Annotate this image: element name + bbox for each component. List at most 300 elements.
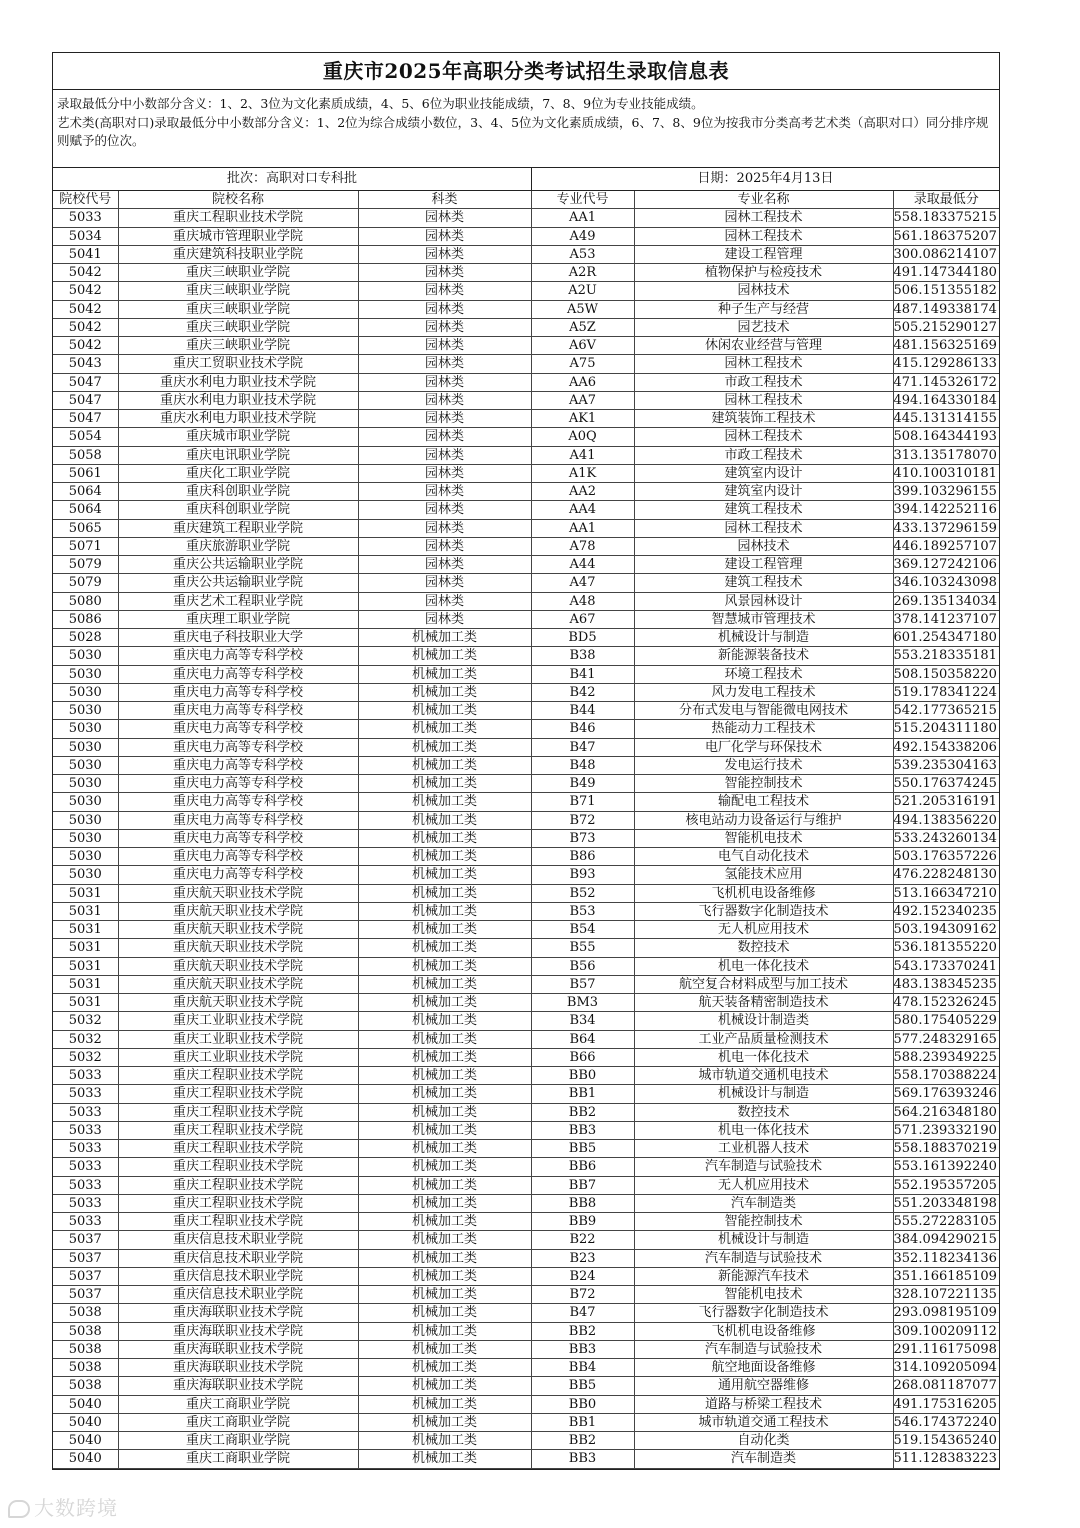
table-row bbox=[53, 994, 999, 1012]
header-school-name: 院校名称 bbox=[118, 191, 358, 209]
table-row bbox=[53, 1140, 999, 1158]
major-name-cell: 数控技术 bbox=[634, 1103, 893, 1121]
school-name-cell: 重庆艺术工程职业学院 bbox=[118, 592, 358, 610]
table-row bbox=[53, 848, 999, 866]
school-name-cell: 重庆工商职业学院 bbox=[118, 1432, 358, 1450]
school-code-cell: 5038 bbox=[53, 1304, 118, 1322]
major-name-cell: 输配电工程技术 bbox=[634, 793, 893, 811]
school-code-cell: 5079 bbox=[53, 556, 118, 574]
min-score-cell: 546.174372240 bbox=[893, 1413, 999, 1431]
school-name-cell: 重庆工程职业技术学院 bbox=[118, 1121, 358, 1139]
major-name-cell: 园林技术 bbox=[634, 537, 893, 555]
major-code-cell: B24 bbox=[531, 1267, 634, 1285]
table-row bbox=[53, 884, 999, 902]
category-cell: 园林类 bbox=[358, 483, 531, 501]
min-score-cell: 569.176393246 bbox=[893, 1085, 999, 1103]
table-row bbox=[53, 1067, 999, 1085]
min-score-cell: 539.235304163 bbox=[893, 756, 999, 774]
major-code-cell: BB1 bbox=[531, 1085, 634, 1103]
major-name-cell: 园林工程技术 bbox=[634, 355, 893, 373]
school-name-cell: 重庆航天职业技术学院 bbox=[118, 975, 358, 993]
batch-info-row bbox=[53, 168, 999, 191]
category-cell: 机械加工类 bbox=[358, 1158, 531, 1176]
school-code-cell: 5034 bbox=[53, 227, 118, 245]
min-score-cell: 410.100310181 bbox=[893, 464, 999, 482]
school-code-cell: 5058 bbox=[53, 446, 118, 464]
school-code-cell: 5033 bbox=[53, 1194, 118, 1212]
school-code-cell: 5064 bbox=[53, 483, 118, 501]
major-name-cell: 休闲农业经营与管理 bbox=[634, 337, 893, 355]
school-code-cell: 5033 bbox=[53, 1213, 118, 1231]
category-cell: 机械加工类 bbox=[358, 1213, 531, 1231]
major-code-cell: B46 bbox=[531, 720, 634, 738]
school-code-cell: 5037 bbox=[53, 1286, 118, 1304]
major-code-cell: B56 bbox=[531, 957, 634, 975]
table-row bbox=[53, 1121, 999, 1139]
min-score-cell: 492.152340235 bbox=[893, 902, 999, 920]
header-category: 科类 bbox=[358, 191, 531, 209]
min-score-cell: 519.178341224 bbox=[893, 683, 999, 701]
table-row bbox=[53, 391, 999, 409]
school-name-cell: 重庆工程职业技术学院 bbox=[118, 1176, 358, 1194]
min-score-cell: 503.176357226 bbox=[893, 848, 999, 866]
major-code-cell: A47 bbox=[531, 574, 634, 592]
major-code-cell: B44 bbox=[531, 702, 634, 720]
category-cell: 机械加工类 bbox=[358, 720, 531, 738]
school-code-cell: 5030 bbox=[53, 775, 118, 793]
major-code-cell: B93 bbox=[531, 866, 634, 884]
major-code-cell: BB1 bbox=[531, 1413, 634, 1431]
school-name-cell: 重庆建筑科技职业学院 bbox=[118, 245, 358, 263]
school-code-cell: 5086 bbox=[53, 610, 118, 628]
min-score-cell: 476.228248130 bbox=[893, 866, 999, 884]
major-name-cell: 机械设计与制造 bbox=[634, 1231, 893, 1249]
school-code-cell: 5030 bbox=[53, 702, 118, 720]
category-cell: 机械加工类 bbox=[358, 866, 531, 884]
school-code-cell: 5030 bbox=[53, 720, 118, 738]
major-name-cell: 航天装备精密制造技术 bbox=[634, 994, 893, 1012]
category-cell: 机械加工类 bbox=[358, 939, 531, 957]
school-code-cell: 5033 bbox=[53, 209, 118, 227]
major-name-cell: 航空复合材料成型与加工技术 bbox=[634, 975, 893, 993]
table-row bbox=[53, 629, 999, 647]
school-name-cell: 重庆工程职业技术学院 bbox=[118, 1140, 358, 1158]
min-score-cell: 521.205316191 bbox=[893, 793, 999, 811]
table-row bbox=[53, 355, 999, 373]
min-score-cell: 506.151355182 bbox=[893, 282, 999, 300]
school-name-cell: 重庆工程职业技术学院 bbox=[118, 1103, 358, 1121]
min-score-cell: 542.177365215 bbox=[893, 702, 999, 720]
score-note-2: 艺术类(高职对口)录取最低分中小数部分含义：1、2位为综合成绩小数位，3、4、5位为文化素质成绩，6、7、8、9位为按我市分类高考艺术类（高职对口）同分排序规则赋予的位次。 bbox=[57, 114, 989, 148]
min-score-cell: 313.135178070 bbox=[893, 446, 999, 464]
score-notes bbox=[53, 90, 999, 168]
school-code-cell: 5038 bbox=[53, 1377, 118, 1395]
school-name-cell: 重庆航天职业技术学院 bbox=[118, 957, 358, 975]
min-score-cell: 553.218335181 bbox=[893, 647, 999, 665]
category-cell: 园林类 bbox=[358, 355, 531, 373]
school-name-cell: 重庆工程职业技术学院 bbox=[118, 1213, 358, 1231]
category-cell: 机械加工类 bbox=[358, 1030, 531, 1048]
min-score-cell: 433.137296159 bbox=[893, 519, 999, 537]
category-cell: 机械加工类 bbox=[358, 1012, 531, 1030]
major-name-cell: 智能机电技术 bbox=[634, 829, 893, 847]
table-row bbox=[53, 939, 999, 957]
major-name-cell: 建筑工程技术 bbox=[634, 501, 893, 519]
major-name-cell: 工业机器人技术 bbox=[634, 1140, 893, 1158]
major-name-cell: 飞机机电设备维修 bbox=[634, 884, 893, 902]
school-name-cell: 重庆工程职业技术学院 bbox=[118, 209, 358, 227]
category-cell: 园林类 bbox=[358, 446, 531, 464]
table-row bbox=[53, 793, 999, 811]
table-row bbox=[53, 975, 999, 993]
min-score-cell: 508.164344193 bbox=[893, 428, 999, 446]
school-code-cell: 5031 bbox=[53, 884, 118, 902]
category-cell: 机械加工类 bbox=[358, 1359, 531, 1377]
major-name-cell: 汽车制造与试验技术 bbox=[634, 1340, 893, 1358]
table-row bbox=[53, 665, 999, 683]
table-row bbox=[53, 775, 999, 793]
major-name-cell: 核电站动力设备运行与维护 bbox=[634, 811, 893, 829]
major-code-cell: A1K bbox=[531, 464, 634, 482]
school-name-cell: 重庆电力高等专科学校 bbox=[118, 702, 358, 720]
major-code-cell: A41 bbox=[531, 446, 634, 464]
school-code-cell: 5038 bbox=[53, 1359, 118, 1377]
major-name-cell: 建筑室内设计 bbox=[634, 464, 893, 482]
min-score-cell: 346.103243098 bbox=[893, 574, 999, 592]
major-code-cell: BB3 bbox=[531, 1450, 634, 1468]
min-score-cell: 553.161392240 bbox=[893, 1158, 999, 1176]
school-name-cell: 重庆三峡职业学院 bbox=[118, 264, 358, 282]
major-name-cell: 园林工程技术 bbox=[634, 227, 893, 245]
table-row bbox=[53, 1432, 999, 1450]
school-code-cell: 5033 bbox=[53, 1158, 118, 1176]
table-row bbox=[53, 318, 999, 336]
school-code-cell: 5030 bbox=[53, 738, 118, 756]
school-name-cell: 重庆工商职业学院 bbox=[118, 1395, 358, 1413]
major-code-cell: B64 bbox=[531, 1030, 634, 1048]
major-name-cell: 工业产品质量检测技术 bbox=[634, 1030, 893, 1048]
school-name-cell: 重庆航天职业技术学院 bbox=[118, 884, 358, 902]
category-cell: 园林类 bbox=[358, 610, 531, 628]
major-code-cell: A2U bbox=[531, 282, 634, 300]
major-name-cell: 智能控制技术 bbox=[634, 1213, 893, 1231]
school-code-cell: 5030 bbox=[53, 647, 118, 665]
school-code-cell: 5071 bbox=[53, 537, 118, 555]
category-cell: 园林类 bbox=[358, 501, 531, 519]
min-score-cell: 487.149338174 bbox=[893, 300, 999, 318]
major-code-cell: A5Z bbox=[531, 318, 634, 336]
major-code-cell: AA2 bbox=[531, 483, 634, 501]
school-name-cell: 重庆工程职业技术学院 bbox=[118, 1194, 358, 1212]
major-code-cell: B57 bbox=[531, 975, 634, 993]
major-code-cell: AA4 bbox=[531, 501, 634, 519]
table-row bbox=[53, 1450, 999, 1468]
major-name-cell: 分布式发电与智能微电网技术 bbox=[634, 702, 893, 720]
category-cell: 园林类 bbox=[358, 337, 531, 355]
category-cell: 机械加工类 bbox=[358, 1249, 531, 1267]
school-name-cell: 重庆旅游职业学院 bbox=[118, 537, 358, 555]
min-score-cell: 446.189257107 bbox=[893, 537, 999, 555]
min-score-cell: 445.131314155 bbox=[893, 410, 999, 428]
school-code-cell: 5042 bbox=[53, 282, 118, 300]
table-row bbox=[53, 1194, 999, 1212]
date-label: 日期：2025年4月13日 bbox=[697, 171, 834, 186]
major-code-cell: BB3 bbox=[531, 1121, 634, 1139]
school-code-cell: 5031 bbox=[53, 939, 118, 957]
school-name-cell: 重庆公共运输职业学院 bbox=[118, 574, 358, 592]
table-row bbox=[53, 1413, 999, 1431]
major-code-cell: A44 bbox=[531, 556, 634, 574]
min-score-cell: 551.203348198 bbox=[893, 1194, 999, 1212]
school-code-cell: 5033 bbox=[53, 1103, 118, 1121]
school-name-cell: 重庆工贸职业技术学院 bbox=[118, 355, 358, 373]
min-score-cell: 555.272283105 bbox=[893, 1213, 999, 1231]
school-code-cell: 5030 bbox=[53, 683, 118, 701]
table-row bbox=[53, 556, 999, 574]
table-row bbox=[53, 245, 999, 263]
school-name-cell: 重庆城市管理职业学院 bbox=[118, 227, 358, 245]
major-code-cell: A0Q bbox=[531, 428, 634, 446]
school-code-cell: 5041 bbox=[53, 245, 118, 263]
category-cell: 机械加工类 bbox=[358, 829, 531, 847]
major-name-cell: 新能源汽车技术 bbox=[634, 1267, 893, 1285]
category-cell: 机械加工类 bbox=[358, 1377, 531, 1395]
school-name-cell: 重庆海联职业技术学院 bbox=[118, 1377, 358, 1395]
major-code-cell: B52 bbox=[531, 884, 634, 902]
table-row bbox=[53, 921, 999, 939]
min-score-cell: 491.175316205 bbox=[893, 1395, 999, 1413]
major-name-cell: 氢能技术应用 bbox=[634, 866, 893, 884]
major-name-cell: 无人机应用技术 bbox=[634, 1176, 893, 1194]
table-row bbox=[53, 1249, 999, 1267]
table-row bbox=[53, 373, 999, 391]
min-score-cell: 478.152326245 bbox=[893, 994, 999, 1012]
major-name-cell: 园林技术 bbox=[634, 282, 893, 300]
major-name-cell: 汽车制造类 bbox=[634, 1194, 893, 1212]
score-note-1: 录取最低分中小数部分含义：1、2、3位为文化素质成绩，4、5、6位为职业技能成绩，7、8、9位为专业技能成绩。 bbox=[57, 96, 704, 111]
category-cell: 机械加工类 bbox=[358, 902, 531, 920]
min-score-cell: 515.204311180 bbox=[893, 720, 999, 738]
min-score-cell: 369.127242106 bbox=[893, 556, 999, 574]
header-major-code: 专业代号 bbox=[531, 191, 634, 209]
school-name-cell: 重庆海联职业技术学院 bbox=[118, 1322, 358, 1340]
school-code-cell: 5030 bbox=[53, 848, 118, 866]
school-code-cell: 5031 bbox=[53, 994, 118, 1012]
school-name-cell: 重庆电力高等专科学校 bbox=[118, 683, 358, 701]
major-code-cell: BB2 bbox=[531, 1322, 634, 1340]
major-name-cell: 发电运行技术 bbox=[634, 756, 893, 774]
school-name-cell: 重庆工商职业学院 bbox=[118, 1413, 358, 1431]
major-code-cell: B41 bbox=[531, 665, 634, 683]
major-name-cell: 建设工程管理 bbox=[634, 556, 893, 574]
category-cell: 机械加工类 bbox=[358, 793, 531, 811]
header-min-score: 录取最低分 bbox=[893, 191, 999, 209]
category-cell: 机械加工类 bbox=[358, 1304, 531, 1322]
major-name-cell: 城市轨道交通工程技术 bbox=[634, 1413, 893, 1431]
table-row bbox=[53, 1176, 999, 1194]
table-row bbox=[53, 1213, 999, 1231]
min-score-cell: 503.194309162 bbox=[893, 921, 999, 939]
page-title: 重庆市2025年高职分类考试招生录取信息表 bbox=[53, 53, 999, 90]
major-name-cell: 热能动力工程技术 bbox=[634, 720, 893, 738]
major-code-cell: BM3 bbox=[531, 994, 634, 1012]
major-code-cell: B42 bbox=[531, 683, 634, 701]
school-name-cell: 重庆三峡职业学院 bbox=[118, 337, 358, 355]
table-row bbox=[53, 300, 999, 318]
min-score-cell: 508.150358220 bbox=[893, 665, 999, 683]
min-score-cell: 293.098195109 bbox=[893, 1304, 999, 1322]
major-name-cell: 机械设计与制造 bbox=[634, 629, 893, 647]
major-name-cell: 飞行器数字化制造技术 bbox=[634, 902, 893, 920]
table-body bbox=[53, 209, 999, 1468]
school-code-cell: 5054 bbox=[53, 428, 118, 446]
school-name-cell: 重庆科创职业学院 bbox=[118, 483, 358, 501]
min-score-cell: 536.181355220 bbox=[893, 939, 999, 957]
school-name-cell: 重庆电力高等专科学校 bbox=[118, 793, 358, 811]
school-code-cell: 5047 bbox=[53, 373, 118, 391]
min-score-cell: 494.138356220 bbox=[893, 811, 999, 829]
table-row bbox=[53, 1286, 999, 1304]
table-row bbox=[53, 1267, 999, 1285]
major-name-cell: 城市轨道交通机电技术 bbox=[634, 1067, 893, 1085]
school-name-cell: 重庆电力高等专科学校 bbox=[118, 866, 358, 884]
min-score-cell: 571.239332190 bbox=[893, 1121, 999, 1139]
school-code-cell: 5037 bbox=[53, 1231, 118, 1249]
table-row bbox=[53, 866, 999, 884]
school-code-cell: 5033 bbox=[53, 1121, 118, 1139]
school-name-cell: 重庆水利电力职业技术学院 bbox=[118, 410, 358, 428]
school-code-cell: 5037 bbox=[53, 1249, 118, 1267]
min-score-cell: 533.243260134 bbox=[893, 829, 999, 847]
category-cell: 机械加工类 bbox=[358, 921, 531, 939]
min-score-cell: 577.248329165 bbox=[893, 1030, 999, 1048]
category-cell: 机械加工类 bbox=[358, 629, 531, 647]
min-score-cell: 519.154365240 bbox=[893, 1432, 999, 1450]
table-row bbox=[53, 683, 999, 701]
table-row bbox=[53, 720, 999, 738]
major-code-cell: BB6 bbox=[531, 1158, 634, 1176]
major-code-cell: A48 bbox=[531, 592, 634, 610]
major-name-cell: 汽车制造类 bbox=[634, 1450, 893, 1468]
table-row bbox=[53, 829, 999, 847]
school-code-cell: 5033 bbox=[53, 1067, 118, 1085]
table-row bbox=[53, 446, 999, 464]
batch-label: 批次：高职对口专科批 bbox=[53, 168, 532, 190]
major-code-cell: B71 bbox=[531, 793, 634, 811]
table-row bbox=[53, 519, 999, 537]
min-score-cell: 492.154338206 bbox=[893, 738, 999, 756]
min-score-cell: 314.109205094 bbox=[893, 1359, 999, 1377]
table-row bbox=[53, 702, 999, 720]
major-code-cell: B22 bbox=[531, 1231, 634, 1249]
table-row bbox=[53, 1030, 999, 1048]
major-code-cell: B34 bbox=[531, 1012, 634, 1030]
major-code-cell: BD5 bbox=[531, 629, 634, 647]
major-code-cell: BB0 bbox=[531, 1067, 634, 1085]
min-score-cell: 394.142252116 bbox=[893, 501, 999, 519]
category-cell: 机械加工类 bbox=[358, 1103, 531, 1121]
category-cell: 机械加工类 bbox=[358, 1413, 531, 1431]
major-name-cell: 汽车制造与试验技术 bbox=[634, 1158, 893, 1176]
major-code-cell: B47 bbox=[531, 738, 634, 756]
watermark-text: 大数跨境 bbox=[34, 1496, 118, 1520]
category-cell: 机械加工类 bbox=[358, 1085, 531, 1103]
category-cell: 机械加工类 bbox=[358, 1432, 531, 1450]
school-name-cell: 重庆电力高等专科学校 bbox=[118, 738, 358, 756]
school-code-cell: 5038 bbox=[53, 1322, 118, 1340]
school-name-cell: 重庆电讯职业学院 bbox=[118, 446, 358, 464]
school-name-cell: 重庆电力高等专科学校 bbox=[118, 665, 358, 683]
major-code-cell: A53 bbox=[531, 245, 634, 263]
school-name-cell: 重庆航天职业技术学院 bbox=[118, 921, 358, 939]
school-name-cell: 重庆三峡职业学院 bbox=[118, 318, 358, 336]
category-cell: 机械加工类 bbox=[358, 1121, 531, 1139]
major-name-cell: 新能源装备技术 bbox=[634, 647, 893, 665]
major-code-cell: B72 bbox=[531, 811, 634, 829]
major-code-cell: B47 bbox=[531, 1304, 634, 1322]
school-name-cell: 重庆海联职业技术学院 bbox=[118, 1304, 358, 1322]
min-score-cell: 269.135134034 bbox=[893, 592, 999, 610]
school-code-cell: 5030 bbox=[53, 793, 118, 811]
category-cell: 机械加工类 bbox=[358, 1231, 531, 1249]
category-cell: 园林类 bbox=[358, 300, 531, 318]
category-cell: 机械加工类 bbox=[358, 1286, 531, 1304]
major-code-cell: BB3 bbox=[531, 1340, 634, 1358]
table-row bbox=[53, 1377, 999, 1395]
category-cell: 机械加工类 bbox=[358, 1450, 531, 1468]
major-name-cell: 建筑装饰工程技术 bbox=[634, 410, 893, 428]
major-name-cell: 机械设计制造类 bbox=[634, 1012, 893, 1030]
major-name-cell: 电厂化学与环保技术 bbox=[634, 738, 893, 756]
table-row bbox=[53, 1048, 999, 1066]
table-row bbox=[53, 282, 999, 300]
table-row bbox=[53, 337, 999, 355]
school-code-cell: 5080 bbox=[53, 592, 118, 610]
major-name-cell: 飞机机电设备维修 bbox=[634, 1322, 893, 1340]
school-name-cell: 重庆电子科技职业大学 bbox=[118, 629, 358, 647]
major-code-cell: AA1 bbox=[531, 519, 634, 537]
min-score-cell: 561.186375207 bbox=[893, 227, 999, 245]
watermark bbox=[8, 1492, 118, 1521]
school-name-cell: 重庆航天职业技术学院 bbox=[118, 939, 358, 957]
school-code-cell: 5032 bbox=[53, 1012, 118, 1030]
major-name-cell: 园艺技术 bbox=[634, 318, 893, 336]
min-score-cell: 483.138345235 bbox=[893, 975, 999, 993]
table-row bbox=[53, 610, 999, 628]
table-row bbox=[53, 1231, 999, 1249]
major-name-cell: 园林工程技术 bbox=[634, 209, 893, 227]
school-code-cell: 5031 bbox=[53, 902, 118, 920]
major-code-cell: BB0 bbox=[531, 1395, 634, 1413]
school-name-cell: 重庆水利电力职业技术学院 bbox=[118, 373, 358, 391]
major-code-cell: BB7 bbox=[531, 1176, 634, 1194]
category-cell: 机械加工类 bbox=[358, 775, 531, 793]
category-cell: 机械加工类 bbox=[358, 756, 531, 774]
chat-bubble-icon bbox=[8, 1500, 30, 1518]
category-cell: 机械加工类 bbox=[358, 738, 531, 756]
category-cell: 园林类 bbox=[358, 209, 531, 227]
min-score-cell: 558.183375215 bbox=[893, 209, 999, 227]
min-score-cell: 588.239349225 bbox=[893, 1048, 999, 1066]
major-name-cell: 建设工程管理 bbox=[634, 245, 893, 263]
category-cell: 园林类 bbox=[358, 282, 531, 300]
school-code-cell: 5037 bbox=[53, 1267, 118, 1285]
category-cell: 园林类 bbox=[358, 428, 531, 446]
major-code-cell: B86 bbox=[531, 848, 634, 866]
school-name-cell: 重庆航天职业技术学院 bbox=[118, 902, 358, 920]
major-code-cell: B49 bbox=[531, 775, 634, 793]
school-code-cell: 5038 bbox=[53, 1340, 118, 1358]
